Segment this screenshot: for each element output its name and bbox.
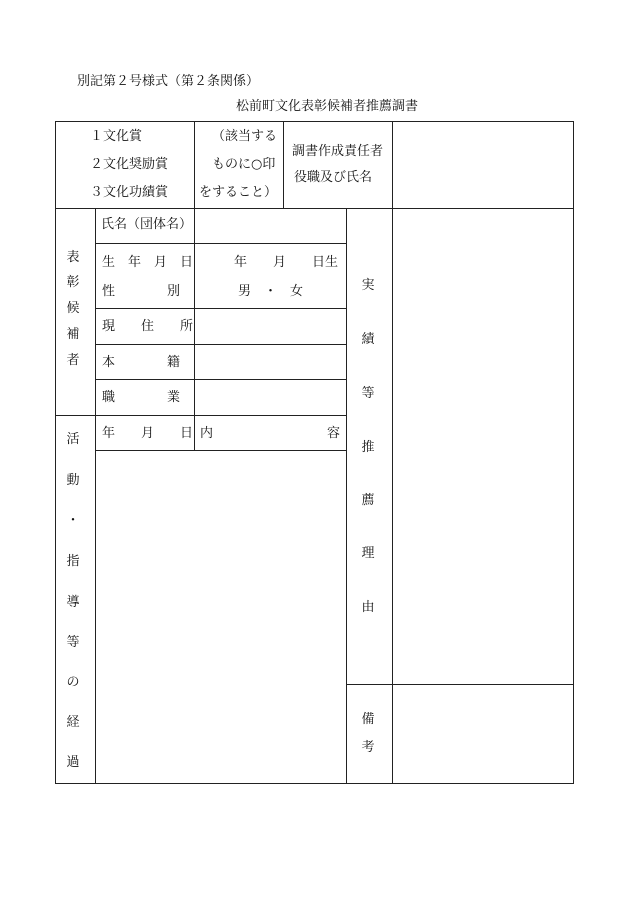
remarks-label-char: 備 bbox=[361, 712, 375, 727]
remarks-label-char: 考 bbox=[361, 740, 375, 755]
candidate-label-char: 表 bbox=[66, 250, 80, 265]
responsible-person-line-1: 調書作成責任者 bbox=[292, 144, 384, 159]
name-label: 氏名（団体名） bbox=[101, 217, 193, 232]
remarks-field[interactable] bbox=[393, 685, 573, 783]
activities-label-char: ・ bbox=[66, 513, 80, 528]
reasons-label-char: 推 bbox=[361, 440, 375, 455]
activities-label-char: 導 bbox=[66, 595, 80, 610]
activity-content-header-1: 内 bbox=[200, 426, 214, 441]
reasons-label-char: 等 bbox=[361, 386, 375, 401]
award-type-3: ３文化功績賞 bbox=[90, 185, 169, 200]
reasons-label-char: 実 bbox=[361, 278, 375, 293]
award-instruction-line-1: （該当する bbox=[212, 129, 278, 144]
candidate-label-char: 補 bbox=[66, 327, 80, 342]
reasons-field[interactable] bbox=[393, 209, 573, 684]
activity-date-header: 年 月 日 bbox=[102, 426, 194, 441]
activities-label-char: 動 bbox=[66, 473, 80, 488]
candidate-label-char: 者 bbox=[66, 353, 80, 368]
domicile-field[interactable] bbox=[195, 345, 346, 379]
candidate-label-char: 候 bbox=[66, 301, 80, 316]
birth-date-value[interactable]: 年 月 日生 bbox=[234, 255, 339, 270]
activities-label-char: 過 bbox=[66, 755, 80, 770]
award-instruction-line-3: をすること） bbox=[199, 185, 278, 200]
activities-label-char: 指 bbox=[66, 554, 80, 569]
activities-field[interactable] bbox=[96, 451, 346, 783]
address-field[interactable] bbox=[195, 309, 346, 344]
award-type-2: ２文化奨励賞 bbox=[90, 157, 169, 172]
responsible-person-field[interactable] bbox=[393, 122, 573, 208]
sex-value[interactable]: 男 ・ 女 bbox=[238, 284, 304, 299]
reasons-label-char: 理 bbox=[361, 546, 375, 561]
activities-label-char: の bbox=[66, 675, 80, 690]
occupation-field[interactable] bbox=[195, 380, 346, 415]
activities-label-char: 活 bbox=[66, 432, 80, 447]
award-instruction-line-2: ものに○印 bbox=[212, 157, 276, 172]
birth-date-label: 生 年 月 日 bbox=[102, 255, 194, 270]
address-label: 現 住 所 bbox=[102, 319, 194, 334]
page-title: 松前町文化表彰候補者推薦調書 bbox=[236, 99, 419, 114]
form-number: 別記第２号様式（第２条関係） bbox=[77, 74, 260, 89]
responsible-person-line-2: 役職及び氏名 bbox=[294, 170, 373, 185]
activities-label-char: 等 bbox=[66, 635, 80, 650]
sex-label: 性 別 bbox=[102, 284, 181, 299]
candidate-label-char: 彰 bbox=[66, 275, 80, 290]
reasons-label-char: 績 bbox=[361, 332, 375, 347]
activity-content-header-2: 容 bbox=[327, 426, 341, 441]
activities-label-char: 経 bbox=[66, 715, 80, 730]
name-field[interactable] bbox=[195, 209, 346, 243]
occupation-label: 職 業 bbox=[102, 390, 181, 405]
award-type-1: １文化賞 bbox=[90, 129, 143, 144]
domicile-label: 本 籍 bbox=[102, 355, 181, 370]
reasons-label-char: 由 bbox=[361, 600, 375, 615]
reasons-label-char: 薦 bbox=[361, 493, 375, 508]
